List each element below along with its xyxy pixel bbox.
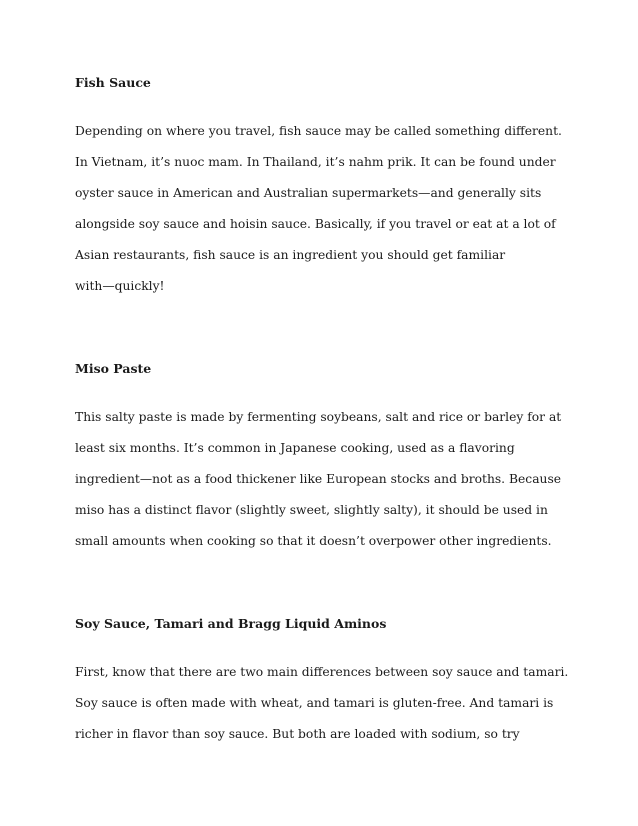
paragraph-line: Soy sauce is often made with wheat, and tamari is gluten-free. And tamari is: [75, 696, 554, 710]
section-paragraph: [75, 402, 565, 557]
paragraph-line: oyster sauce in American and Australian supermarkets—and generally sits: [75, 186, 542, 200]
paragraph-line: richer in flavor than soy sauce. But both are loaded with sodium, so try: [75, 727, 520, 741]
section-fish-sauce: [75, 71, 565, 302]
section-soy-sauce: [75, 612, 569, 750]
section-heading: Fish Sauce: [75, 75, 151, 90]
paragraph-line: Depending on where you travel, fish sauce may be called something different.: [75, 124, 562, 138]
paragraph-line: In Vietnam, it’s nuoc mam. In Thailand, it’s nahm prik. It can be found under: [75, 155, 556, 169]
paragraph-line: least six months. It’s common in Japanese cooking, used as a flavoring: [75, 441, 515, 455]
document-body: [75, 71, 569, 750]
section-paragraph: [75, 657, 569, 750]
section-heading: Miso Paste: [75, 361, 152, 376]
section-miso-paste: [75, 357, 565, 557]
paragraph-line: This salty paste is made by fermenting soybeans, salt and rice or barley for at: [75, 410, 562, 424]
paragraph-line: with—quickly!: [75, 279, 165, 293]
paragraph-line: First, know that there are two main differences between soy sauce and tamari.: [75, 665, 569, 679]
paragraph-line: miso has a distinct flavor (slightly sweet, slightly salty), it should be used in: [75, 503, 548, 517]
paragraph-line: ingredient—not as a food thickener like European stocks and broths. Because: [75, 472, 562, 486]
paragraph-line: Asian restaurants, fish sauce is an ingredient you should get familiar: [75, 248, 506, 262]
paragraph-line: alongside soy sauce and hoisin sauce. Basically, if you travel or eat at a lot of: [75, 217, 556, 231]
paragraph-line: small amounts when cooking so that it doesn’t overpower other ingredients.: [75, 534, 552, 548]
section-paragraph: [75, 116, 565, 302]
section-heading: Soy Sauce, Tamari and Bragg Liquid Aminos: [75, 616, 387, 631]
